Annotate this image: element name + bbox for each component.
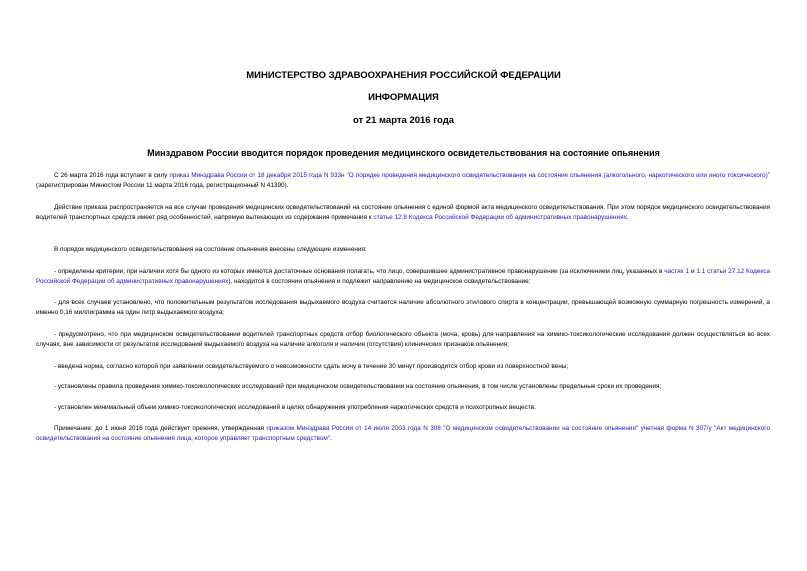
paragraph-text: В порядок медицинского освидетельствования на состояние опьянения внесены следующие изменения: xyxy=(54,246,367,253)
paragraph-text: . xyxy=(626,214,629,222)
paragraph-text: и xyxy=(689,268,697,275)
paragraph-text: (зарегистрирован Минюстом России 11 марта 2016 года, регистрационный N 41390). xyxy=(36,182,289,190)
paragraph-text: ), находится в состоянии опьянения и подлежит направлению на медицинское освидетельствование; xyxy=(228,278,531,286)
article-27-12-link[interactable]: 1.1 статьи 27.12 Кодекса Российской Федерации об административных правонарушениях xyxy=(36,268,771,286)
paragraph-text: - предусмотрено, что при медицинском освидетельствовании водителей транспортных средств отбор биологического объекта (моча, кровь) для направления на химико-токсикологические исследования должен осуществляться во всех случаях, вне зависимости от результатов исследований выдыхаемого воздуха на наличие алкоголя и наличия (отсутствия) клинических признаков опьянения; xyxy=(36,331,770,349)
order-933n-link[interactable]: приказ Минздрава России от 18 декабря 2015 года N 933н "О порядке проведения медицинского освидетельствования на состояние опьянения (алкогольного, наркотического или иного токсического)" xyxy=(169,172,770,179)
paragraph-1 xyxy=(36,171,770,191)
paragraph-7 xyxy=(36,362,770,372)
paragraph-text: Примечание: до 1 июня 2016 года действует прежняя, утвержденная xyxy=(54,425,267,432)
article-12-8-link[interactable]: статье 12.8 Кодекса Российской Федерации об административных правонарушениях xyxy=(373,214,627,222)
paragraph-3 xyxy=(36,245,770,255)
paragraph-text: С 26 марта 2016 года вступает в силу xyxy=(54,172,170,179)
paragraph-9 xyxy=(36,403,770,413)
paragraph-text: - установлен минимальный объем химико-токсикологических исследований в целях обнаружения употребления наркотических средств и психотропных веществ. xyxy=(54,404,536,411)
ministry-heading: МИНИСТЕРСТВО ЗДРАВООХРАНЕНИЯ РОССИЙСКОЙ ФЕДЕРАЦИИ xyxy=(246,70,561,81)
paragraph-8 xyxy=(36,382,770,392)
paragraph-5 xyxy=(36,298,770,318)
paragraph-text: . xyxy=(330,435,332,443)
paragraph-text: - для всех случаев установлено, что положительным результатом исследования выдыхаемого воздуха считается наличие абсолютного этилового спирта в концентрации, превышающей возможную суммарную погрешность измерений, а именно 0,16 миллиграмма на один литр выдыхаемого воздуха; xyxy=(36,299,770,317)
document-date: от 21 марта 2016 года xyxy=(352,115,455,126)
document-subtitle: Минздравом России вводится порядок проведения медицинского освидетельствования на состояние опьянения xyxy=(147,148,660,158)
paragraph-text: Действие приказа распространяется на все случаи проведения медицинских освидетельствований на состояние опьянения с единой формой акта медицинского освидетельствования. При этом порядок медицинского освидетельствования водителей транспортных средств имеет ряд особенностей, напрямую вытекающих из содержания примечания к xyxy=(36,204,770,222)
document-type-heading: ИНФОРМАЦИЯ xyxy=(368,92,439,103)
order-308-link[interactable]: приказом Минздрава России от 14 июля 2003 года N 308 "О медицинском освидетельствовании на состояние опьянения" учетная форма N 307/у "Акт медицинского освидетельствования на состояние опьянения лица, которое управляет транспортным средством" xyxy=(36,425,770,443)
paragraph-4 xyxy=(36,267,770,287)
paragraph-text: - определены критерии, при наличии хотя бы одного из которых имеются достаточные основания полагать, что лицо, совершившее административное правонарушение (за исключением лиц, указанных в xyxy=(54,268,665,275)
part-1-link[interactable]: частях 1 xyxy=(664,268,690,275)
paragraph-2 xyxy=(36,203,770,223)
paragraph-text: - установлены правила проведения химико-токсикологических исследований при медицинском освидетельствовании на состояние опьянения, в том числе установлены предельные сроки их проведения; xyxy=(54,383,662,390)
paragraph-6 xyxy=(36,330,770,350)
paragraph-note xyxy=(36,424,770,444)
paragraph-text: - введена норма, согласно которой при заявлении освидетельствуемого о невозможности сдать мочу в течение 30 минут производится отбор крови из поверхностной вены; xyxy=(54,363,569,370)
